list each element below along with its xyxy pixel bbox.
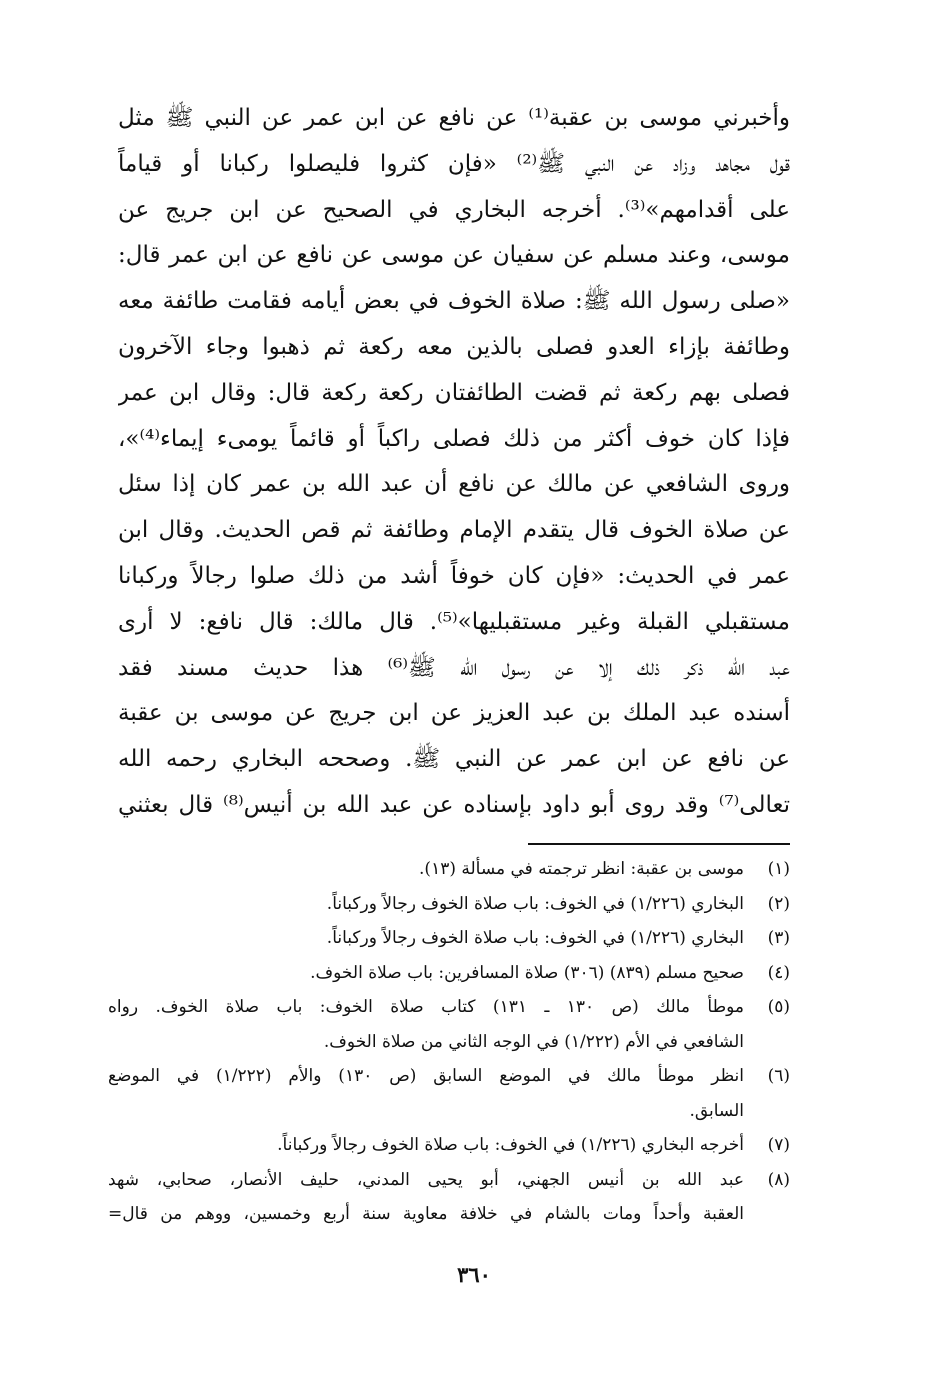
footnote-item [108,1059,790,1128]
footnote-line: عبد الله بن أنيس الجهني، أبو يحيى المدني، حليف الأنصار، صحابي، شهد [108,1169,744,1190]
footnote-number: (٧) [767,1135,790,1155]
footnote-number: (٥) [767,997,790,1017]
text-line: قول مجاهد وزاد عن النبي ﷺ⁽²⁾ «فإن كثروا فليصلوا ركبانا أو قياماً [118,150,790,177]
footnote-text [108,921,744,956]
footnote-line: موطأ مالك (ص ١٣٠ ـ ١٣١) كتاب صلاة الخوف: باب صلاة الخوف. رواه [108,997,744,1017]
text-line: على أقدامهم»⁽³⁾. أخرجه البخاري في الصحيح عن ابن جريج عن [118,196,790,223]
footnote-number: (٣) [767,928,790,948]
footnote-line: السابق. [689,1100,744,1121]
text-line: تعالى⁽⁷⁾ وقد روى أبو داود بإسناده عن عبد الله بن أنيس⁽⁸⁾ قال بعثني [118,791,790,818]
footnote-line: موسى بن عقبة: انظر ترجمته في مسألة (١٣). [419,859,744,879]
footnote-text [108,887,744,922]
footnote-text [108,1128,744,1163]
footnote-item [108,1163,790,1232]
text-line: وطائفة بإزاء العدو فصلى بالذين معه ركعة ثم ذهبوا وجاء الآخرون [118,333,790,360]
footnote-text [108,956,744,991]
page-number: ٣٦٠ [457,1262,491,1287]
text-line: وروى الشافعي عن مالك عن نافع أن عبد الله بن عمر كان إذا سئل [118,471,790,498]
footnote-number: (٢) [767,893,790,914]
footnote-item [108,990,790,1059]
text-line: فإذا كان خوف أكثر من ذلك فصلى راكباً أو قائماً يومىء إيماء⁽⁴⁾»، [118,425,790,452]
text-line: عن صلاة الخوف قال يتقدم الإمام وطائفة ثم قص الحديث. وقال ابن [118,517,790,544]
footnote-text [108,852,744,887]
footnote-line: الشافعي في الأم (١/٢٢٢) في الوجه الثاني من صلاة الخوف. [323,1031,744,1052]
footnote-text [108,1059,744,1128]
text-line: أسنده عبد الملك بن عبد العزيز عن ابن جريج عن موسى بن عقبة [118,700,790,727]
footnote-item [108,1128,790,1163]
footnote-text [108,990,744,1059]
text-line: «صلى رسول الله ﷺ: صلاة الخوف في بعض أيامه فقامت طائفة معه [118,288,790,315]
text-line: عن نافع عن ابن عمر عن النبي ﷺ. وصححه البخاري رحمه الله [118,746,790,773]
text-line: وأخبرني موسى بن عقبة⁽¹⁾ عن نافع عن ابن عمر عن النبي ﷺ مثل [118,105,790,131]
main-text-block [118,96,790,829]
footnote-line: البخاري (١/٢٢٦) في الخوف: باب صلاة الخوف رجالاً وركباناً. [326,928,744,948]
footnote-number: (٨) [767,1169,790,1190]
footnote-item [108,852,790,887]
text-line: مستقبلي القبلة وغير مستقبليها»⁽⁵⁾. قال مالك: قال نافع: لا أرى [118,608,790,635]
footnote-line: صحيح مسلم (٨٣٩) (٣٠٦) صلاة المسافرين: باب صلاة الخوف. [310,962,744,983]
text-line: عمر في الحديث: «فإن كان خوفاً أشد من ذلك صلوا رجالاً وركبانا [118,562,790,589]
footnote-text [108,1163,744,1232]
footnote-item [108,956,790,991]
footnote-number: (٦) [767,1066,790,1086]
text-line: عبد الله ذكر ذلك إلا عن رسول الله ﷺ⁽⁶⁾ هذا حديث مسند فقد [118,654,790,681]
footnote-line: العقبة وأحداً ومات بالشام في خلافة معاوية سنة أربع وخمسين، ووهم من قال= [108,1204,744,1224]
footnote-line: انظر موطأ مالك في الموضع السابق (ص ١٣٠) والأم (١/٢٢٢) في الموضع [108,1066,744,1086]
footnote-number: (١) [767,859,790,879]
footnote-line: البخاري (١/٢٢٦) في الخوف: باب صلاة الخوف رجالاً وركباناً. [326,893,744,914]
footnote-item [108,921,790,956]
footnotes-list [108,852,790,1232]
footnote-item [108,887,790,922]
footnote-number: (٤) [767,962,790,983]
text-line: موسى، وعند مسلم عن سفيان عن موسى عن نافع عن ابن عمر قال: [118,242,790,269]
text-line: فصلى بهم ركعة ثم قضت الطائفتان ركعة ركعة قال: وقال ابن عمر [118,379,790,406]
footnote-line: أخرجه البخاري (١/٢٢٦) في الخوف: باب صلاة الخوف رجالاً وركباناً. [277,1135,744,1155]
footnote-divider [528,843,790,845]
